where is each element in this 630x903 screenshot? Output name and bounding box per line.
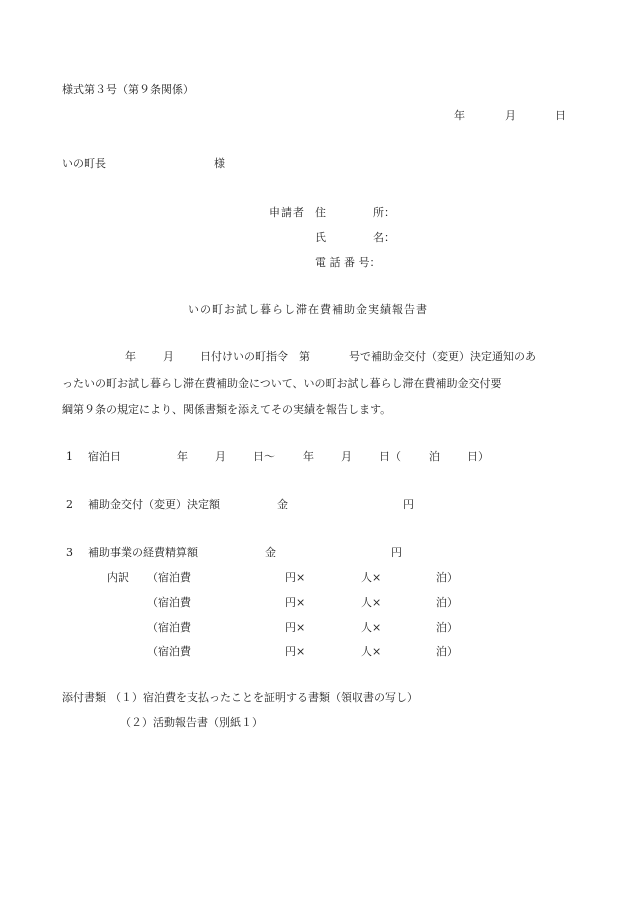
start-year: 年 (177, 450, 188, 463)
date-day-label: 日 (555, 109, 566, 122)
end-year: 年 (303, 450, 314, 463)
end-month: 月 (341, 450, 352, 463)
start-day: 日～ (253, 450, 275, 463)
breakdown-item: （宿泊費 (147, 571, 191, 584)
document-title: いの町お試し暮らし滞在費補助金実績報告書 (188, 303, 428, 316)
breakdown-people: 人× (361, 645, 382, 658)
name-label-end: 名： (373, 231, 395, 244)
breakdown-yen: 円× (285, 621, 306, 634)
breakdown-nights: 泊） (436, 596, 458, 609)
nights-label: 泊 (429, 450, 440, 463)
breakdown-yen: 円× (285, 596, 306, 609)
breakdown-item: （宿泊費 (147, 621, 191, 634)
amount-prefix: 金 (277, 498, 288, 511)
body-month: 月 (163, 350, 174, 363)
attachment-item: （１）宿泊費を支払ったことを証明する書類（領収書の写し） (110, 691, 418, 704)
phone-label: 電 話 番 号： (315, 256, 381, 269)
body-line3: 綱第９条の規定により、関係書類を添えてその実績を報告します。 (62, 403, 392, 416)
address-label-end: 所： (373, 206, 395, 219)
item-number: 2 (66, 498, 73, 511)
amount-prefix: 金 (265, 546, 276, 559)
item-label: 補助事業の経費精算額 (88, 546, 198, 559)
amount-unit: 円 (403, 498, 414, 511)
body-line1-a: 日付けいの町指令 第 (200, 350, 310, 363)
applicant-label: 申請者 (269, 206, 305, 219)
body-line1-b: 号で補助金交付（変更）決定通知のあ (349, 350, 536, 363)
date-month-label: 月 (505, 109, 516, 122)
item-label: 宿泊日 (88, 450, 121, 463)
breakdown-yen: 円× (285, 645, 306, 658)
attachments-label: 添付書類 (62, 691, 106, 704)
addressee-name: いの町長 (62, 157, 106, 170)
breakdown-item: （宿泊費 (147, 645, 191, 658)
breakdown-item: （宿泊費 (147, 596, 191, 609)
attachment-item: （２）活動報告書（別紙１） (120, 716, 263, 729)
breakdown-people: 人× (361, 621, 382, 634)
breakdown-people: 人× (361, 596, 382, 609)
breakdown-yen: 円× (285, 571, 306, 584)
breakdown-nights: 泊） (436, 571, 458, 584)
start-month: 月 (215, 450, 226, 463)
body-line2: ったいの町お試し暮らし滞在費補助金について、いの町お試し暮らし滞在費補助金交付要 (62, 377, 502, 390)
days-label: 日） (467, 450, 489, 463)
breakdown-nights: 泊） (436, 621, 458, 634)
breakdown-people: 人× (361, 571, 382, 584)
item-number: 3 (66, 546, 73, 559)
item-label: 補助金交付（変更）決定額 (88, 498, 220, 511)
item-number: 1 (66, 450, 73, 463)
breakdown-label: 内訳 (107, 571, 129, 584)
amount-unit: 円 (391, 546, 402, 559)
body-year: 年 (125, 350, 136, 363)
name-label-start: 氏 (315, 231, 326, 244)
form-number: 様式第３号（第９条関係） (62, 83, 194, 96)
address-label-start: 住 (315, 206, 326, 219)
date-year-label: 年 (454, 109, 465, 122)
breakdown-nights: 泊） (436, 645, 458, 658)
addressee-honorific: 様 (214, 157, 225, 170)
end-day: 日（ (379, 450, 401, 463)
